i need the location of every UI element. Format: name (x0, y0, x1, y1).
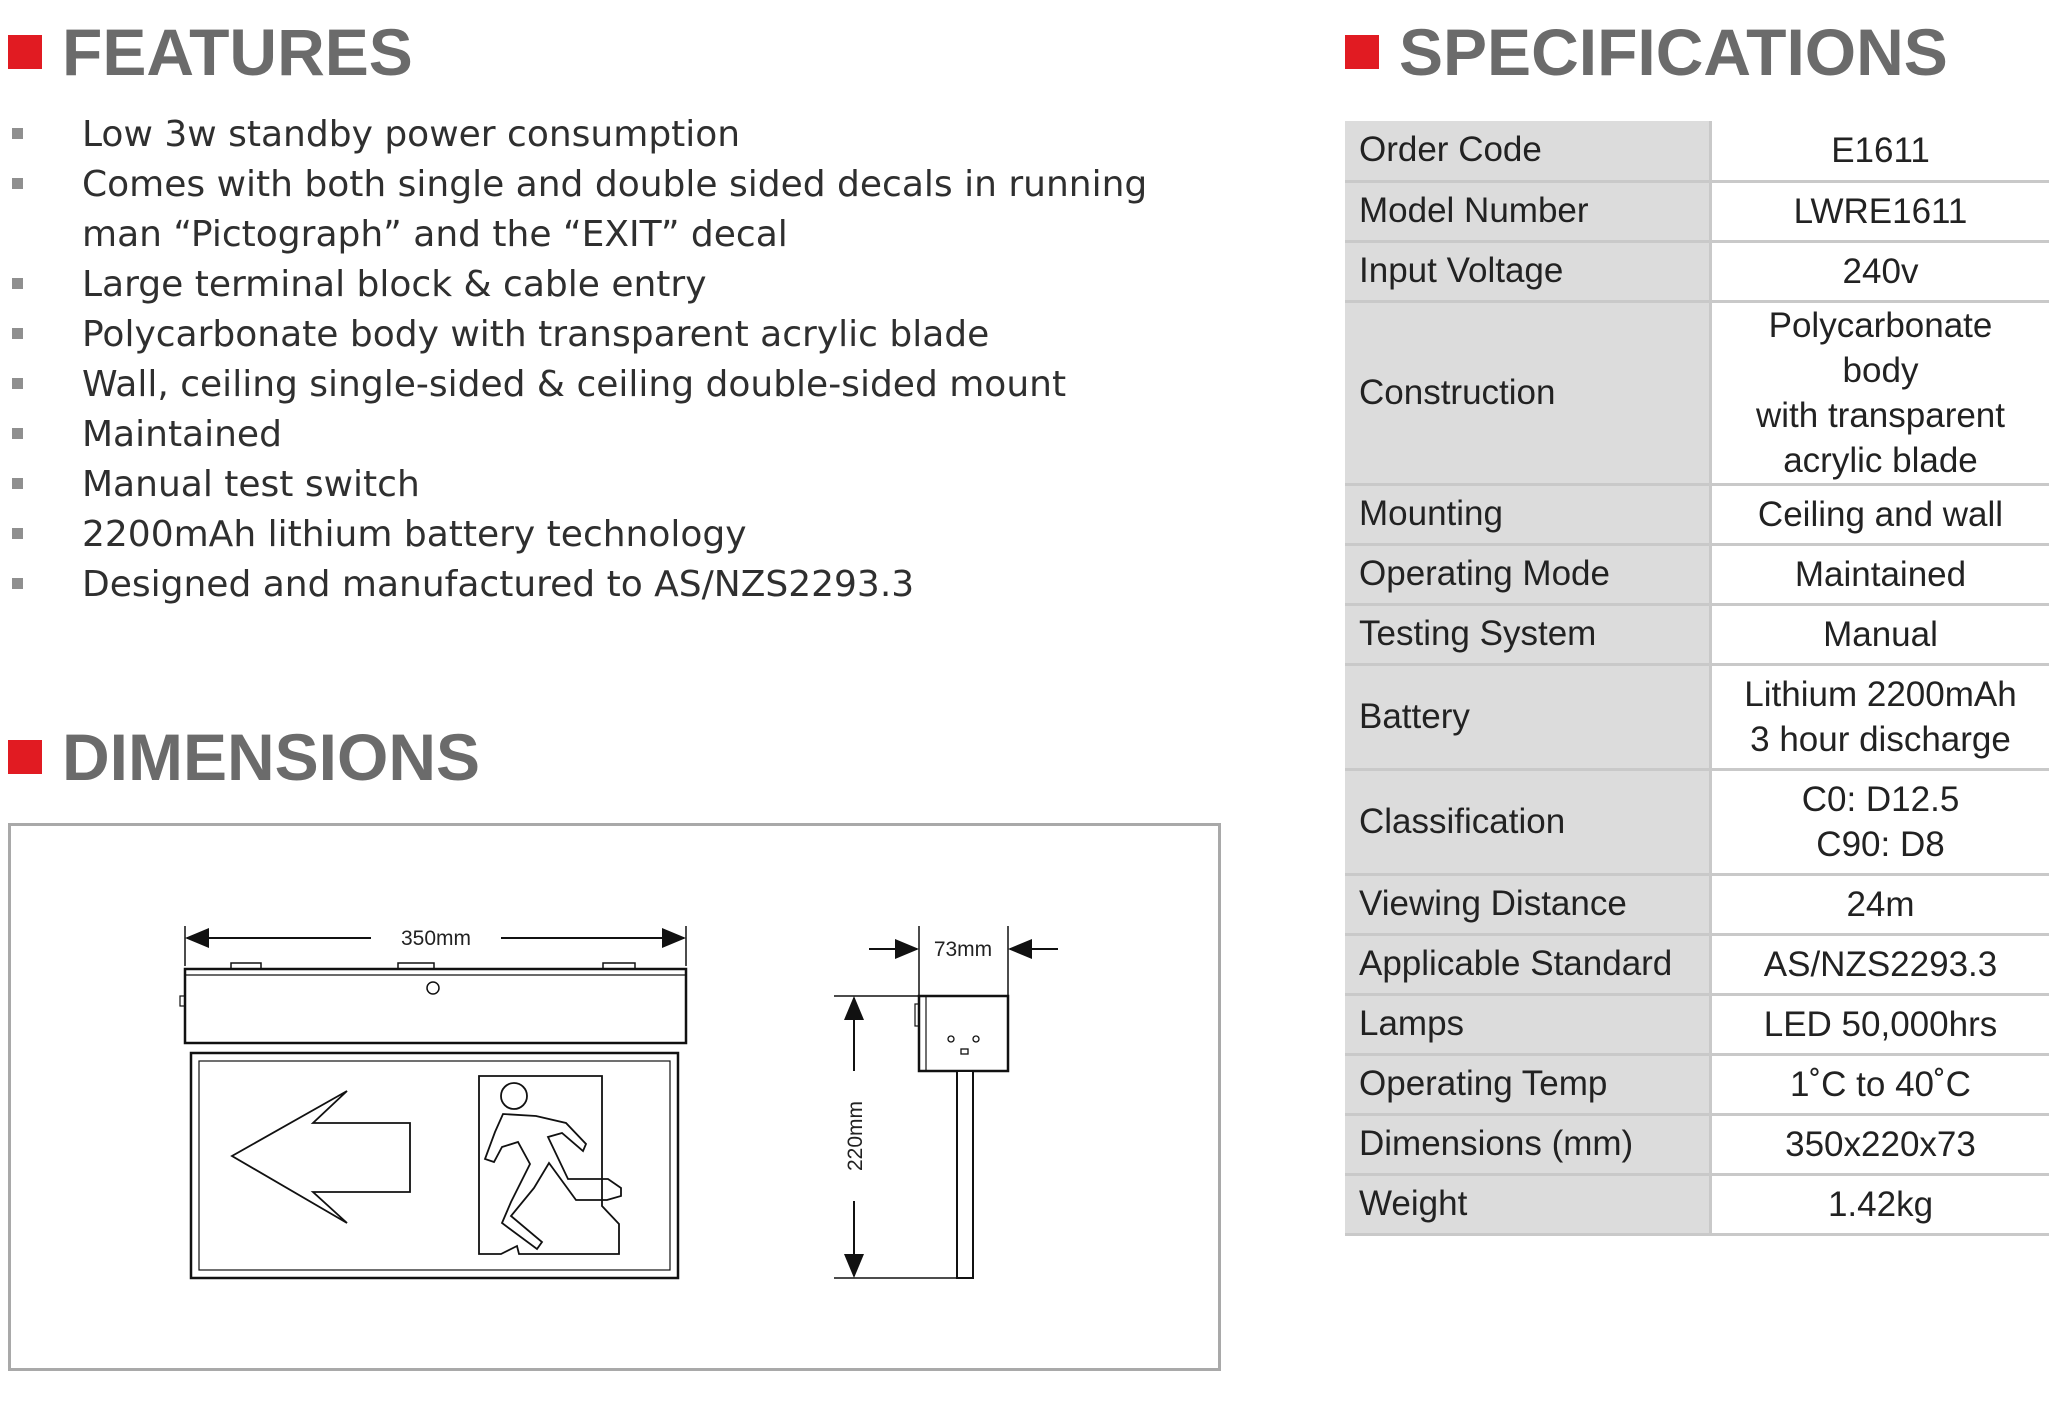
spec-value: 350x220x73 (1711, 1114, 2049, 1174)
feature-item (0, 110, 1212, 160)
spec-value: 1.42kg (1711, 1174, 2049, 1234)
table-row (1345, 1174, 2049, 1234)
spec-value: 240v (1711, 241, 2049, 301)
width-label: 350mm (400, 927, 472, 950)
spec-label: Model Number (1345, 181, 1711, 241)
bullet-icon (12, 528, 23, 539)
spec-label: Mounting (1345, 484, 1711, 544)
table-row (1345, 121, 2049, 181)
feature-text: Wall, ceiling single-sided & ceiling double-sided mount (82, 364, 1067, 405)
feature-item (0, 460, 1212, 510)
spec-label: Input Voltage (1345, 241, 1711, 301)
feature-text: Designed and manufactured to AS/NZS2293.3 (82, 564, 915, 605)
spec-label: Viewing Distance (1345, 874, 1711, 934)
feature-item (0, 510, 1212, 560)
spec-label: Dimensions (mm) (1345, 1114, 1711, 1174)
feature-item (0, 260, 1212, 310)
bullet-icon (12, 478, 23, 489)
spec-value: 1˚C to 40˚C (1711, 1054, 2049, 1114)
spec-label: Operating Temp (1345, 1054, 1711, 1114)
spec-label: Construction (1345, 301, 1711, 484)
table-row (1345, 181, 2049, 241)
spec-value: Manual (1711, 604, 2049, 664)
spec-label: Testing System (1345, 604, 1711, 664)
spec-label: Classification (1345, 769, 1711, 874)
spec-label: Applicable Standard (1345, 934, 1711, 994)
feature-item (0, 560, 1212, 610)
spec-value: LWRE1611 (1711, 181, 2049, 241)
spec-value: 24m (1711, 874, 2049, 934)
table-row (1345, 934, 2049, 994)
specifications-table (1345, 121, 2049, 1236)
feature-text: Maintained (82, 414, 282, 455)
feature-text: Large terminal block & cable entry (82, 264, 707, 305)
table-row (1345, 484, 2049, 544)
red-square-marker (1345, 35, 1379, 69)
front-view (180, 963, 686, 1278)
feature-text: 2200mAh lithium battery technology (82, 514, 747, 555)
bullet-icon (12, 378, 23, 389)
bullet-icon (12, 278, 23, 289)
red-square-marker (8, 35, 42, 69)
bullet-icon (12, 128, 23, 139)
spec-value: E1611 (1711, 121, 2049, 181)
bullet-icon (12, 578, 23, 589)
side-view (834, 926, 1058, 1278)
specifications-heading-text: SPECIFICATIONS (1399, 15, 1948, 89)
spec-label: Weight (1345, 1174, 1711, 1234)
feature-text: Low 3w standby power consumption (82, 114, 741, 155)
table-row (1345, 1114, 2049, 1174)
feature-item (0, 310, 1212, 360)
table-row (1345, 994, 2049, 1054)
table-row (1345, 874, 2049, 934)
table-row (1345, 604, 2049, 664)
bullet-icon (12, 428, 23, 439)
spec-value: LED 50,000hrs (1711, 994, 2049, 1054)
spec-label: Operating Mode (1345, 544, 1711, 604)
depth-label: 73mm (933, 938, 993, 961)
height-label: 220mm (844, 1100, 867, 1172)
bullet-icon (12, 178, 23, 189)
red-square-marker (8, 740, 42, 774)
feature-text: Comes with both single and double sided decals in running man “Pictograph” and the “EXIT” decal (82, 164, 1148, 255)
spec-value: Lithium 2200mAh 3 hour discharge (1711, 664, 2049, 769)
bullet-icon (12, 328, 23, 339)
spec-value: Ceiling and wall (1711, 484, 2049, 544)
table-row (1345, 301, 2049, 484)
spec-value: Maintained (1711, 544, 2049, 604)
features-heading (8, 12, 413, 92)
feature-text: Manual test switch (82, 464, 420, 505)
feature-item (0, 410, 1212, 460)
table-row (1345, 769, 2049, 874)
exit-sign-drawing (11, 826, 1218, 1368)
specifications-heading (1345, 12, 1948, 92)
table-row (1345, 1054, 2049, 1114)
table-row (1345, 241, 2049, 301)
dimensions-heading-text: DIMENSIONS (62, 720, 481, 794)
dimensions-drawing-box (8, 823, 1221, 1371)
spec-label: Battery (1345, 664, 1711, 769)
spec-value: AS/NZS2293.3 (1711, 934, 2049, 994)
width-dimension (185, 926, 686, 966)
features-list (0, 110, 1300, 610)
dimensions-heading (8, 717, 480, 797)
feature-item (0, 160, 1212, 260)
table-row (1345, 544, 2049, 604)
spec-label: Order Code (1345, 121, 1711, 181)
spec-label: Lamps (1345, 994, 1711, 1054)
feature-item (0, 360, 1212, 410)
table-row (1345, 664, 2049, 769)
feature-text: Polycarbonate body with transparent acrylic blade (82, 314, 990, 355)
spec-value: C0: D12.5 C90: D8 (1711, 769, 2049, 874)
features-heading-text: FEATURES (62, 15, 413, 89)
spec-value: Polycarbonate body with transparent acrylic blade (1711, 301, 2049, 484)
